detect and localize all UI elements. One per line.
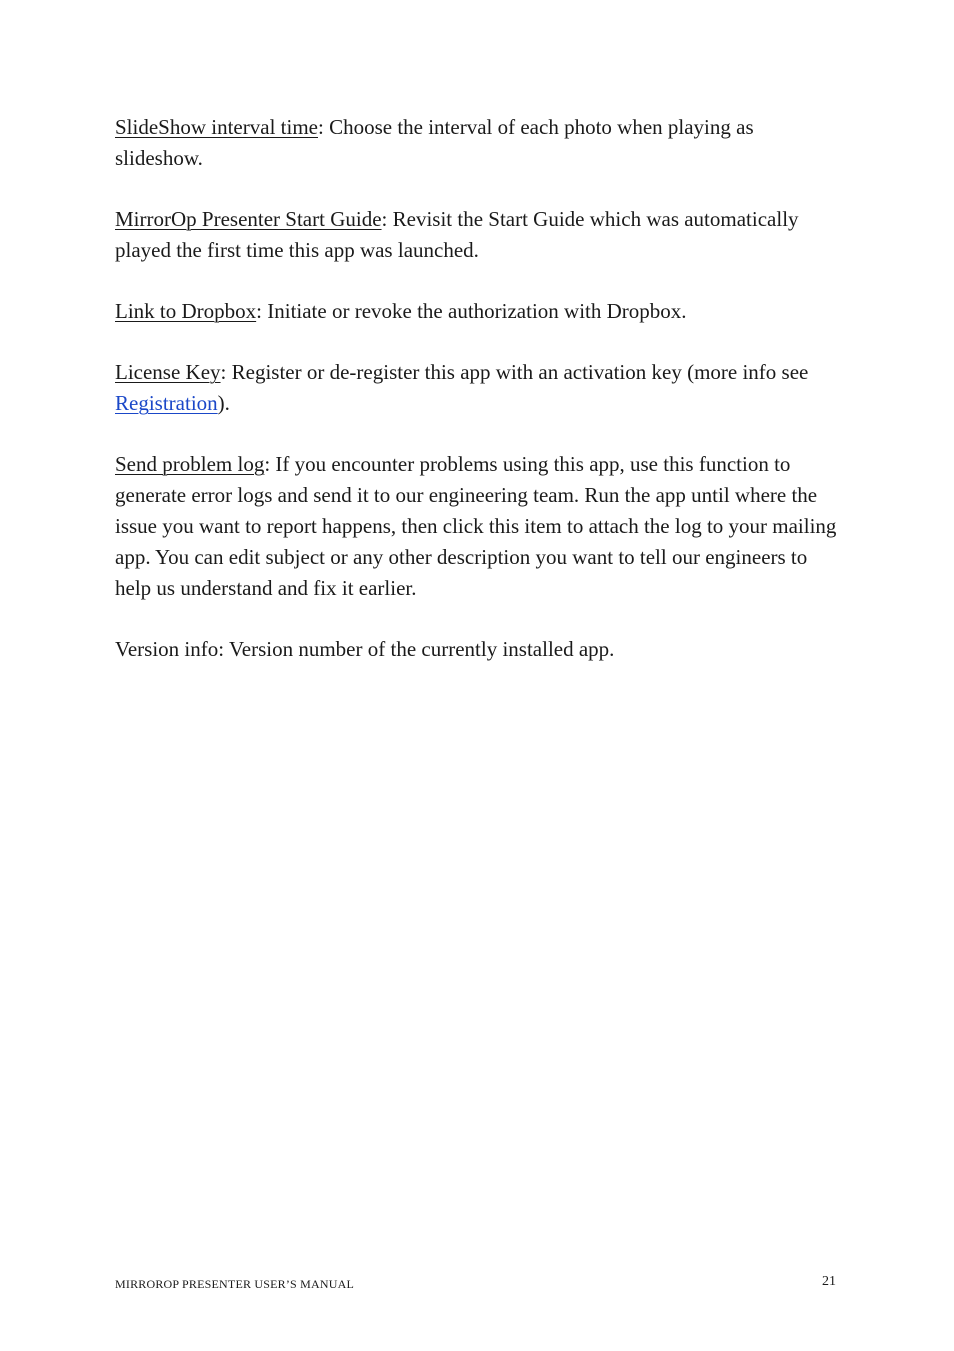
license-key-description-end: ). <box>217 391 230 415</box>
slideshow-interval-term: SlideShow interval time <box>115 115 318 139</box>
send-problem-log-term: Send problem log <box>115 452 265 476</box>
entry-send-problem-log <box>115 449 840 604</box>
registration-link[interactable]: Registration <box>115 391 218 415</box>
entry-link-dropbox <box>115 296 840 327</box>
footer-manual-title: MIRROROP PRESENTER USER’S MANUAL <box>115 1277 354 1291</box>
license-key-term: License Key <box>115 360 221 384</box>
footer-page-number: 21 <box>822 1274 836 1289</box>
manual-body <box>115 112 840 695</box>
link-dropbox-term: Link to Dropbox <box>115 299 257 323</box>
entry-license-key <box>115 357 840 419</box>
start-guide-description: : Revisit the Start Guide which was automatically played the first time this app was launched. <box>115 207 799 262</box>
start-guide-term: MirrorOp Presenter Start Guide <box>115 207 382 231</box>
slideshow-interval-description: : Choose the interval of each photo when playing as slideshow. <box>115 115 754 170</box>
entry-version-info <box>115 634 840 665</box>
entry-start-guide <box>115 204 840 266</box>
link-dropbox-description: : Initiate or revoke the authorization with Dropbox. <box>256 299 687 323</box>
entry-slideshow-interval <box>115 112 840 174</box>
license-key-description: : Register or de-register this app with an activation key (more info see <box>220 360 809 384</box>
version-info-text: Version info: Version number of the currently installed app. <box>115 637 615 661</box>
send-problem-log-description: : If you encounter problems using this app, use this function to generate error logs and send it to our engineering team. Run the app until where the issue you want to report happens, then click this item to attach the log to your mailing app. You can edit subject or any other description you want to tell our engineers to help us understand and fix it earlier. <box>115 452 837 600</box>
